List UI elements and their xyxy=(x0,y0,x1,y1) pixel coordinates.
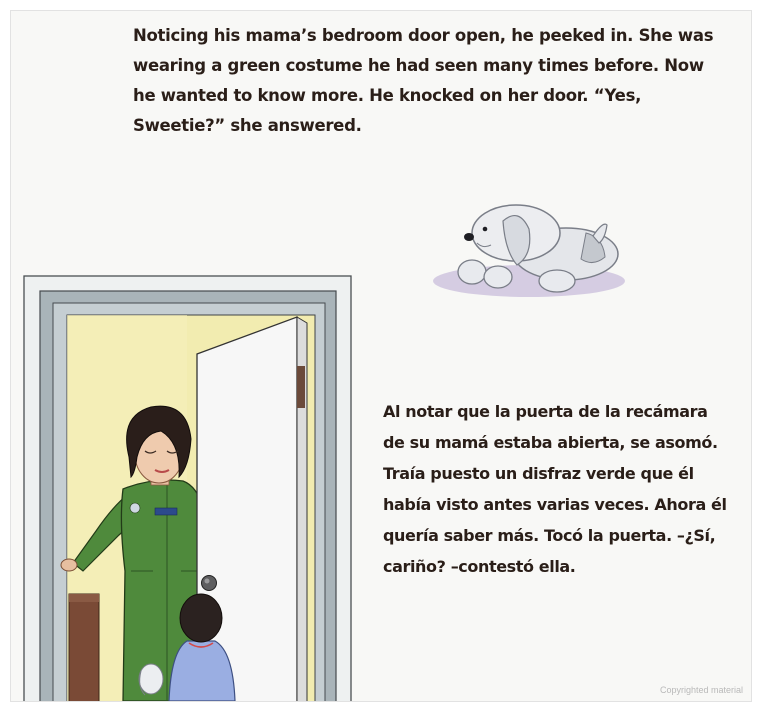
book-page xyxy=(10,10,752,702)
plush-puppy xyxy=(433,205,625,297)
story-illustration xyxy=(11,11,751,701)
story-text-english: Noticing his mama’s bedroom door open, he peeked in. She was wearing a green costume he had seen many times before. Now he wanted to know more. He knocked on her door. “Yes, Sweetie?” she answered. xyxy=(133,26,714,135)
story-text-spanish: Al notar que la puerta de la recámara de su mamá estaba abierta, se asomó. Traía puesto un disfraz verde que él había visto antes varias veces. Ahora él quería saber más. Tocó la puerta. –¿Sí, cariño? –contestó ella. xyxy=(383,402,727,576)
copyright-watermark: Copyrighted material xyxy=(659,685,743,695)
